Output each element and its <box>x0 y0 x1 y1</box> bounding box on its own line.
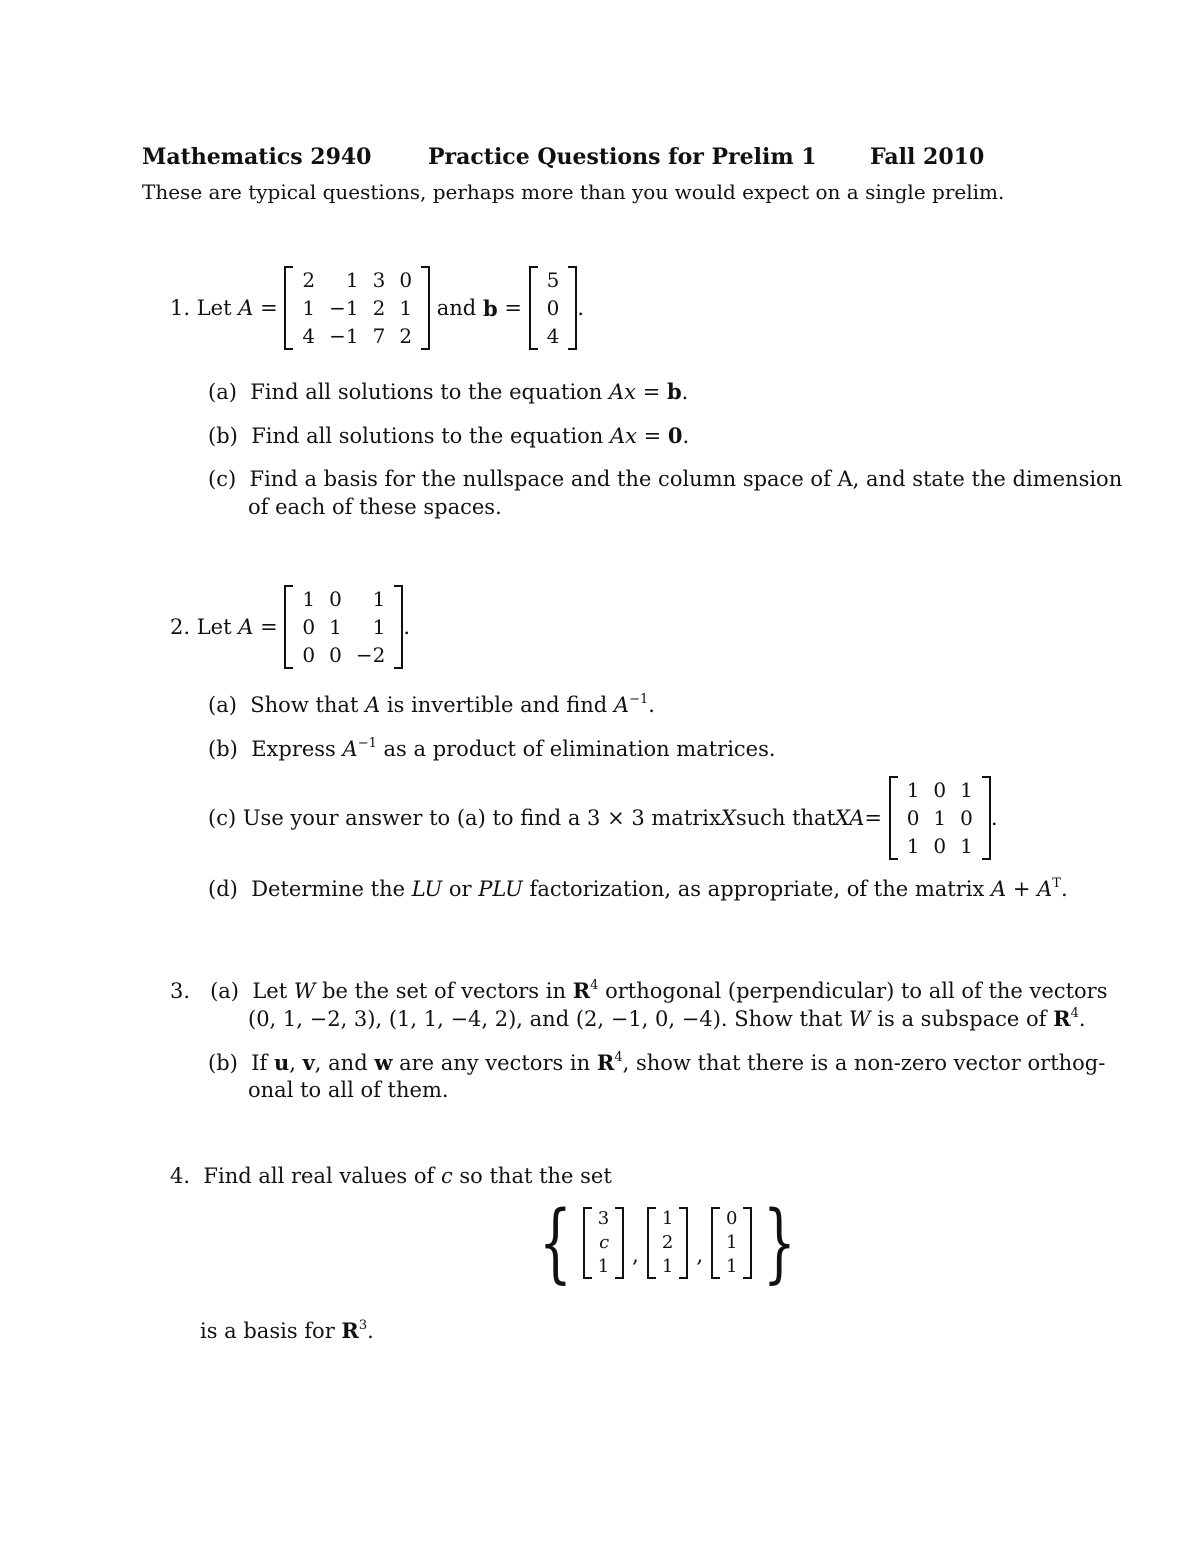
intro-text: These are typical questions, perhaps more than you would expect on a single prelim. <box>142 180 1005 204</box>
q4-number: 4. <box>170 1164 191 1188</box>
term: Fall 2010 <box>870 144 985 170</box>
q2-target-matrix: 1 0 1 0 1 0 1 0 1 <box>889 776 991 860</box>
q1-matrix-A: 2 1 3 0 1 −1 2 1 4 −1 7 2 <box>284 266 430 350</box>
q4-statement: 4. Find all real values of c so that the set <box>170 1164 612 1188</box>
q4-vector-1: 3 c 1 <box>583 1207 624 1279</box>
q4-vector-set: { 3 c 1 , 1 2 1 , 0 1 1 } <box>538 1193 797 1293</box>
q3-number: 3. <box>170 979 191 1003</box>
right-brace: } <box>763 1193 797 1293</box>
q1-part-b: (b) Find all solutions to the equation Ax = 0. <box>208 423 690 448</box>
q1-part-a: (a) Find all solutions to the equation Ax = b. <box>208 379 689 404</box>
q4-vector-3: 0 1 1 <box>711 1207 752 1279</box>
q2-part-a: (a) Show that A is invertible and find $A^{-1}$. <box>208 692 655 717</box>
q1-part-c: (c) Find a basis for the nullspace and the column space of A, and state the dimension <box>208 467 1123 491</box>
q2-part-c: (c) Use your answer to (a) to find a 3 × 3 matrix X such that XA = 1 0 1 0 1 0 1 0 1 . <box>208 778 998 858</box>
left-brace: { <box>538 1193 572 1293</box>
q2-part-d: (d) Determine the LU or PLU factorization, as appropriate, of the matrix $A + A^T$. <box>208 876 1068 901</box>
q1-number: 1. <box>170 296 191 320</box>
q2-number: 2. <box>170 615 191 639</box>
course-name: Mathematics 2940 <box>142 144 372 170</box>
q1-statement: 1. Let A = 2 1 3 0 1 −1 2 1 4 −1 7 2 and b = 5 0 4 . <box>170 268 585 348</box>
q3-part-b-line2: onal to all of them. <box>248 1078 449 1102</box>
q4-vector-2: 1 2 1 <box>647 1207 688 1279</box>
q1-vector-b: 5 0 4 <box>529 266 578 350</box>
q3-part-a: 3. (a) Let W be the set of vectors in $R^4$ orthogonal (perpendicular) to all of the vectors <box>170 978 1108 1003</box>
q4-conclusion: is a basis for $R^3$. <box>200 1318 374 1343</box>
q2-statement: 2. Let A = 1 0 1 0 1 1 0 0 −2 . <box>170 587 411 667</box>
q2-matrix-A: 1 0 1 0 1 1 0 0 −2 <box>284 585 403 669</box>
q3-part-a-line2: (0, 1, −2, 3), (1, 1, −4, 2), and (2, −1, 0, −4). Show that W is a subspace of $R^4$. <box>248 1006 1086 1031</box>
document-title: Practice Questions for Prelim 1 <box>428 144 817 170</box>
q3-part-b: (b) If u, v, and w are any vectors in $R^4$, show that there is a non-zero vector orthog- <box>208 1050 1106 1075</box>
q2-part-b: (b) Express $A^{-1}$ as a product of elimination matrices. <box>208 736 776 761</box>
q1-part-c-line2: of each of these spaces. <box>248 495 502 519</box>
